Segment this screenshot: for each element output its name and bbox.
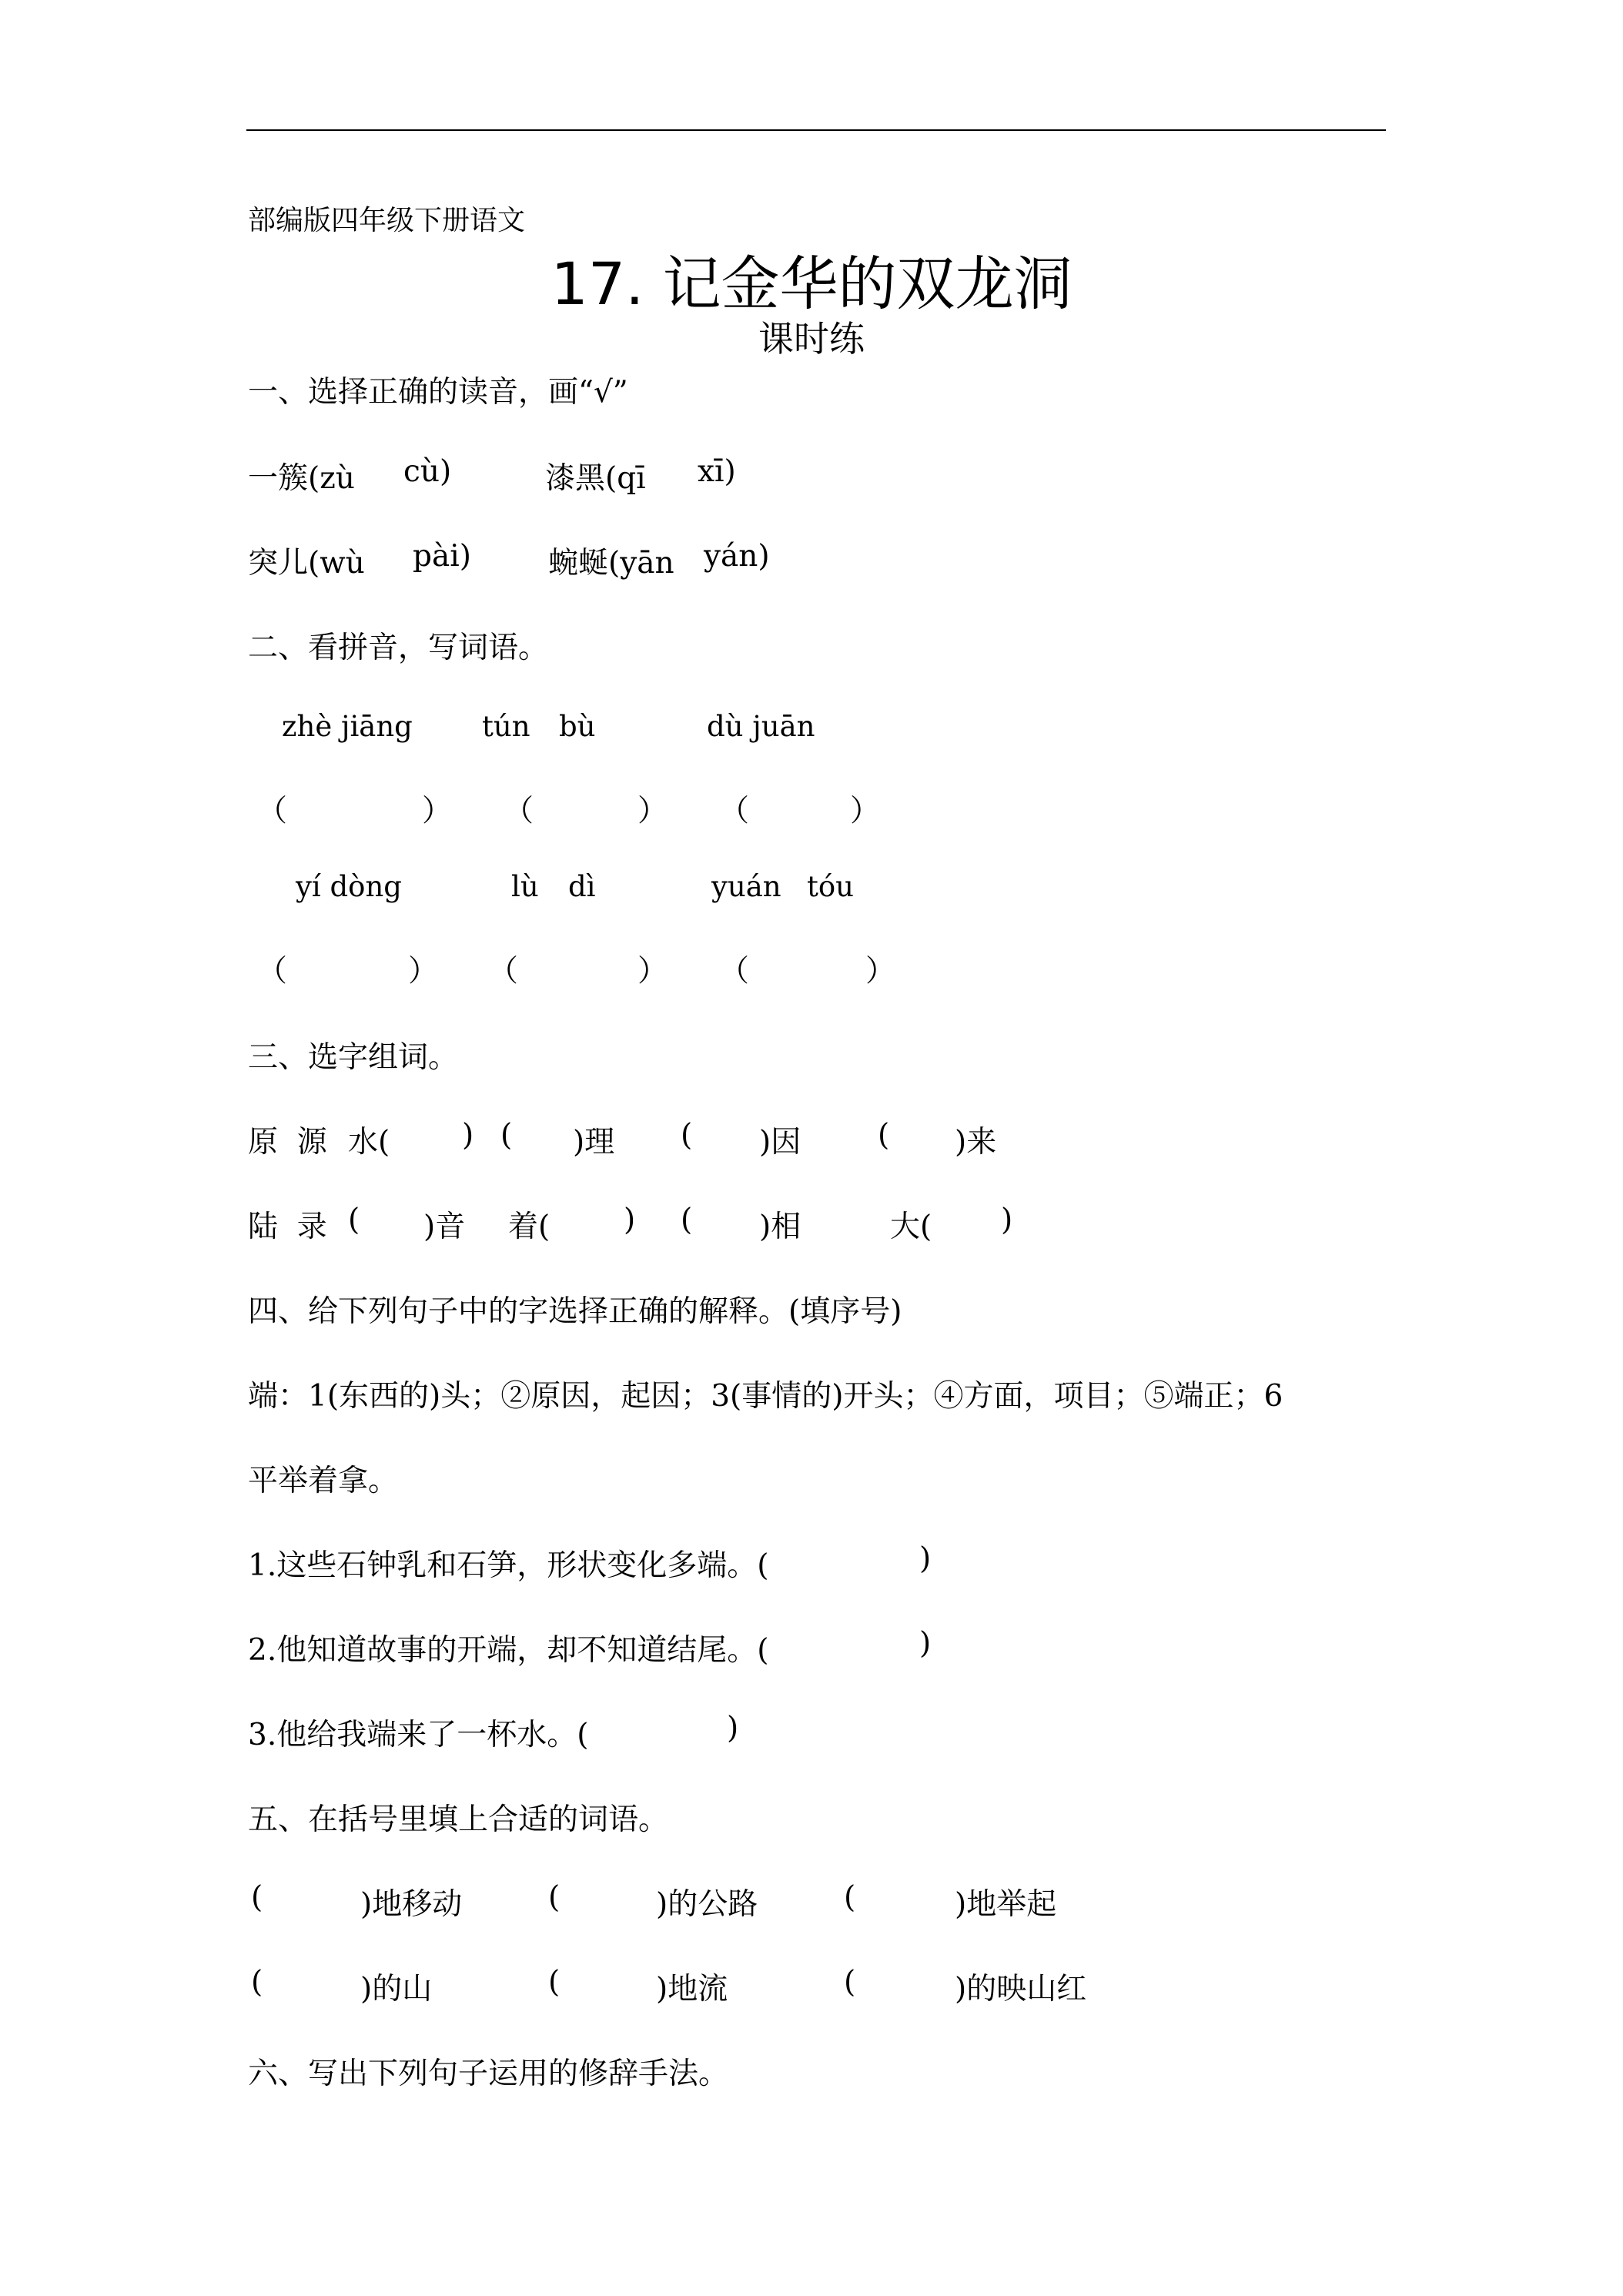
pinyin-di: dì xyxy=(568,870,596,903)
header-rule xyxy=(246,129,1386,131)
pinyin-tun: tún xyxy=(482,710,530,743)
s3-r2-item8: ) xyxy=(1001,1203,1013,1237)
s5-r2-item2: )地流 xyxy=(656,1972,728,2006)
pinyin-du-juan: dù juān xyxy=(707,710,815,743)
s5-r1-open2: ( xyxy=(548,1880,561,1915)
s3-r1-item5: ( xyxy=(681,1118,693,1153)
pinyin-yuan: yuán xyxy=(711,870,781,903)
question-3-close: ) xyxy=(727,1711,739,1745)
s3-r1-item3: ( xyxy=(500,1118,513,1153)
s2-r1-blank1-close: ） xyxy=(422,794,453,828)
s2-r2-blank1-close: ） xyxy=(408,954,439,989)
s5-r2-item1: )的山 xyxy=(360,1972,433,2006)
s3-r2-item5: ( xyxy=(681,1203,693,1237)
definition-line-2: 平举着拿。 xyxy=(248,1464,399,1498)
s1-r1-opt1: cù) xyxy=(403,454,452,489)
section-2-heading: 二、看拼音，写词语。 xyxy=(248,631,549,665)
section-5-heading: 五、在括号里填上合适的词语。 xyxy=(248,1802,669,1837)
s3-r2-item4: ) xyxy=(624,1203,636,1237)
s5-r1-item1: )地移动 xyxy=(360,1887,463,1922)
question-2-close: ) xyxy=(919,1626,932,1661)
s1-r2-opt1: pài) xyxy=(413,539,471,574)
s3-r2-chars: 陆 录 xyxy=(248,1210,327,1244)
s3-r2-item1: ( xyxy=(348,1203,360,1237)
s1-r2-word2: 蜿蜒(yān xyxy=(548,546,674,581)
section-1-heading: 一、选择正确的读音，画“√” xyxy=(248,375,628,410)
s1-r1-word1: 一簇(zù xyxy=(248,461,355,496)
s2-r2-blank1-open: （ xyxy=(257,954,288,989)
question-1: 1.这些石钟乳和石笋，形状变化多端。( xyxy=(248,1548,769,1583)
s3-r1-item4: )理 xyxy=(573,1125,615,1160)
s5-r2-open2: ( xyxy=(548,1965,561,2000)
s2-r2-blank3-close: ） xyxy=(865,954,896,989)
question-3: 3.他给我端来了一杯水。( xyxy=(248,1718,589,1752)
s1-r1-word2: 漆黑(qī xyxy=(545,461,646,496)
s2-r2-blank2-open: （ xyxy=(488,954,519,989)
s3-r2-item2: )音 xyxy=(423,1210,466,1244)
s3-r1-item2: ) xyxy=(462,1118,474,1153)
s5-r2-open1: ( xyxy=(251,1965,263,2000)
s2-r2-blank2-close: ） xyxy=(637,954,668,989)
s3-r1-item8: )来 xyxy=(955,1125,997,1160)
s3-r1-item7: ( xyxy=(878,1118,890,1153)
pinyin-lu: lù xyxy=(511,870,539,903)
s3-r1-chars: 原 源 xyxy=(248,1125,327,1160)
s2-r1-blank3-close: ） xyxy=(850,794,881,828)
s2-r1-blank2-open: （ xyxy=(504,794,534,828)
s1-r2-opt2: yán) xyxy=(704,539,770,574)
question-1-close: ) xyxy=(919,1541,932,1576)
section-6-heading: 六、写出下列句子运用的修辞手法。 xyxy=(248,2057,729,2091)
pinyin-yi-dong: yí dòng xyxy=(296,870,402,903)
definition-line-1: 端：1(东西的)头；②原因，起因；3(事情的)开头；④方面，项目；⑤端正；6 xyxy=(248,1379,1283,1414)
s2-r1-blank1-open: （ xyxy=(257,794,288,828)
s3-r2-item3: 着( xyxy=(508,1210,550,1244)
s3-r1-item6: )因 xyxy=(759,1125,801,1160)
question-2: 2.他知道故事的开端，却不知道结尾。( xyxy=(248,1633,769,1668)
pinyin-zhe-jiang: zhè jiāng xyxy=(282,710,413,743)
s3-r2-item6: )相 xyxy=(759,1210,801,1244)
subject-label: 部编版四年级下册语文 xyxy=(248,205,526,236)
s2-r1-blank2-close: ） xyxy=(637,794,668,828)
s1-r1-opt2: xī) xyxy=(698,454,736,489)
page-title: 17. 记金华的双龙洞 xyxy=(550,249,1073,318)
s5-r2-open3: ( xyxy=(844,1965,856,2000)
section-4-heading: 四、给下列句子中的字选择正确的解释。(填序号) xyxy=(248,1294,902,1329)
pinyin-tou: tóu xyxy=(807,870,854,903)
s5-r1-item3: )地举起 xyxy=(955,1887,1057,1922)
pinyin-bu: bù xyxy=(559,710,596,743)
s3-r2-item7: 大( xyxy=(890,1210,932,1244)
page-subtitle: 课时练 xyxy=(758,318,865,360)
s2-r1-blank3-open: （ xyxy=(719,794,750,828)
s5-r1-open1: ( xyxy=(251,1880,263,1915)
s2-r2-blank3-open: （ xyxy=(719,954,750,989)
s3-r1-item1: 水( xyxy=(348,1125,390,1160)
section-3-heading: 三、选字组词。 xyxy=(248,1040,459,1075)
s5-r1-open3: ( xyxy=(844,1880,856,1915)
s5-r1-item2: )的公路 xyxy=(656,1887,758,1922)
s5-r2-item3: )的映山红 xyxy=(955,1972,1087,2006)
s1-r2-word1: 突儿(wù xyxy=(248,546,365,581)
